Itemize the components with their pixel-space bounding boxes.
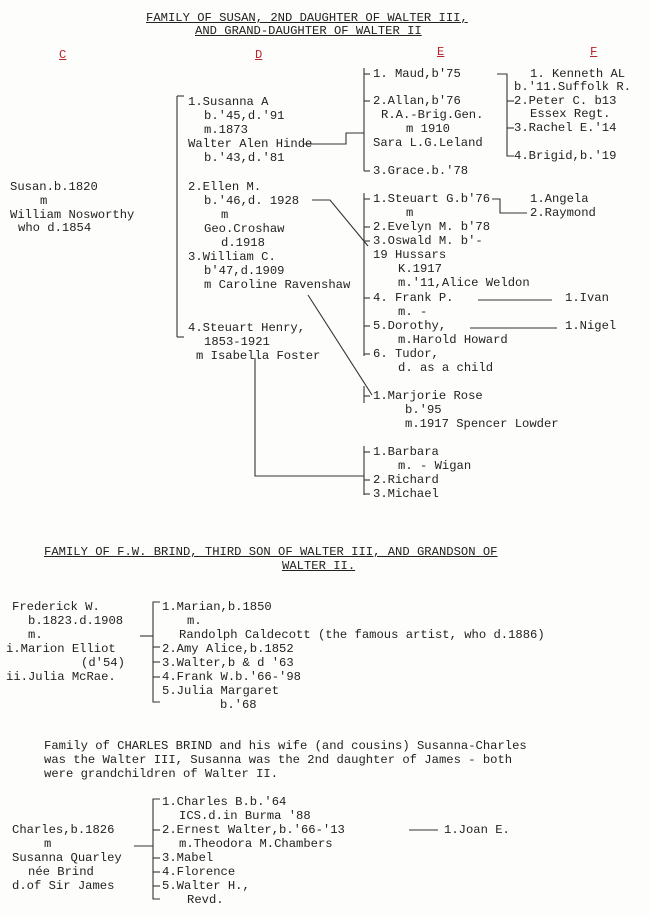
parent-line: m.	[28, 628, 43, 642]
great-grandchild-brigid: 4.Brigid,b.'19	[514, 149, 617, 163]
parent-line: d.of Sir James	[12, 879, 115, 893]
column-f-header: F	[590, 45, 598, 59]
grandchild-line: R.A.-Brig.Gen.	[381, 108, 484, 122]
child-line: 3.Mabel	[162, 851, 214, 865]
grandchild-joan: 1.Joan E.	[444, 823, 510, 837]
parent-line: ii.Julia McRae.	[6, 670, 116, 684]
grandchild-line: 3.Oswald M. b'-	[373, 234, 483, 248]
grandchild-line: 4. Frank P.	[373, 291, 454, 305]
parent-line: i.Marion Elliot	[6, 642, 116, 656]
child-line: d.1918	[221, 236, 265, 250]
grandchild-line: K.1917	[398, 262, 442, 276]
child-line: 5.Walter H.,	[162, 879, 250, 893]
child-line: b.'45,d.'91	[204, 109, 285, 123]
intro-line: were grandchildren of Walter II.	[44, 767, 279, 781]
grandchild-line: 2.Allan,b'76	[373, 94, 461, 108]
section1-title-line1: FAMILY OF SUSAN, 2ND DAUGHTER OF WALTER III,	[146, 11, 468, 25]
grandchild-line: Sara L.G.Leland	[373, 136, 483, 150]
section2-title-line2: WALTER II.	[282, 559, 356, 573]
child-line: Randolph Caldecott (the famous artist, who d.1886)	[179, 628, 545, 642]
child-line: Revd.	[187, 893, 224, 907]
child-line: 2.Ernest Walter,b.'66-'13	[162, 823, 345, 837]
parent-line: b.1823.d.1908	[28, 614, 124, 628]
child-line: 4.Florence	[162, 865, 236, 879]
parent-line: William Nosworthy	[10, 208, 135, 222]
child-line: ICS.d.in Burma '88	[179, 809, 311, 823]
great-grandchild-line: b.'11.Suffolk R.	[514, 80, 632, 94]
child-line: m.	[187, 614, 202, 628]
child-line: b'47,d.1909	[204, 264, 285, 278]
grandchild-line: d. as a child	[398, 361, 494, 375]
child-line: b.'46,d. 1928	[204, 194, 300, 208]
parent-line: who d.1854	[18, 221, 92, 235]
child-line: m.1873	[204, 123, 248, 137]
child-line: m Caroline Ravenshaw	[204, 278, 351, 292]
parent-line: Susanna Quarley	[12, 851, 122, 865]
parent-line: Charles,b.1826	[12, 823, 115, 837]
child-line: m Isabella Foster	[196, 349, 321, 363]
section2-title-line1: FAMILY OF F.W. BRIND, THIRD SON OF WALTER III, AND GRANDSON OF	[44, 545, 498, 559]
great-grandchild-line: Essex Regt.	[530, 107, 611, 121]
grandchild-line: 5.Dorothy,	[373, 319, 447, 333]
child-line: 4.Frank W.b.'66-'98	[162, 670, 301, 684]
grandchild-line: m	[406, 206, 414, 220]
grandchild-line: b.'95	[405, 403, 442, 417]
grandchild-line: 6. Tudor,	[373, 347, 439, 361]
parent-line: Susan.b.1820	[10, 180, 98, 194]
column-e-header: E	[437, 45, 445, 59]
child-line: 3.Walter,b & d '63	[162, 656, 294, 670]
child-line: b.'68	[220, 698, 257, 712]
child-line: 5.Julia Margaret	[162, 684, 280, 698]
grandchild-line: m.'11,Alice Weldon	[398, 276, 530, 290]
child-line: 3.William C.	[188, 250, 276, 264]
grandchild-line: m. -	[398, 305, 428, 319]
child-line: 1.Marian,b.1850	[162, 600, 272, 614]
child-line: m.Theodora M.Chambers	[179, 837, 333, 851]
grandchild-line: m 1910	[406, 122, 450, 136]
great-grandchild-nigel: 1.Nigel	[565, 319, 617, 333]
grandchild-line: m.Harold Howard	[398, 333, 508, 347]
grandchild-maud: 1. Maud,b'75	[373, 67, 461, 81]
great-grandchild-angela: 1.Angela	[530, 192, 589, 206]
great-grandchild-raymond: 2.Raymond	[530, 206, 596, 220]
grandchild-line: 1.Barbara	[373, 445, 439, 459]
child-line: 1.Susanna A	[188, 95, 269, 109]
parent-line: m	[40, 194, 48, 208]
great-grandchild-line: 1. Kenneth AL	[530, 67, 626, 81]
grandchild-evelyn: 2.Evelyn M. b'78	[373, 220, 491, 234]
child-line: Geo.Croshaw	[204, 222, 285, 236]
child-line: 2.Amy Alice,b.1852	[162, 642, 294, 656]
child-line: 4.Steuart Henry,	[188, 321, 306, 335]
grandchild-line: m.1917 Spencer Lowder	[405, 417, 559, 431]
section1-title-line2: AND GRAND-DAUGHTER OF WALTER II	[195, 24, 422, 38]
child-line: m	[221, 208, 229, 222]
intro-line: Family of CHARLES BRIND and his wife (and cousins) Susanna-Charles	[44, 739, 527, 753]
child-line: 2.Ellen M.	[188, 180, 262, 194]
grandchild-line: 1.Marjorie Rose	[373, 389, 483, 403]
parent-line: (d'54)	[81, 656, 125, 670]
intro-line: was the Walter III, Susanna was the 2nd daughter of James - both	[44, 753, 513, 767]
grandchild-line: 1.Steuart G.b'76	[373, 192, 491, 206]
child-line: 1.Charles B.b.'64	[162, 795, 287, 809]
child-line: 1853-1921	[204, 335, 270, 349]
column-c-header: C	[59, 48, 67, 62]
great-grandchild-ivan: 1.Ivan	[565, 291, 609, 305]
great-grandchild-rachel: 3.Rachel E.'14	[514, 121, 617, 135]
child-line: Walter Alen Hinde	[188, 137, 313, 151]
grandchild-line: 19 Hussars	[373, 248, 447, 262]
parent-line: Frederick W.	[12, 600, 100, 614]
grandchild-michael: 3.Michael	[373, 487, 439, 501]
child-line: b.'43,d.'81	[204, 151, 285, 165]
grandchild-grace: 3.Grace.b.'78	[373, 164, 469, 178]
great-grandchild-line: 2.Peter C. b13	[514, 94, 617, 108]
column-d-header: D	[255, 48, 263, 62]
parent-line: m	[44, 837, 52, 851]
parent-line: née Brind	[28, 865, 94, 879]
grandchild-line: m. - Wigan	[398, 459, 472, 473]
grandchild-richard: 2.Richard	[373, 473, 439, 487]
